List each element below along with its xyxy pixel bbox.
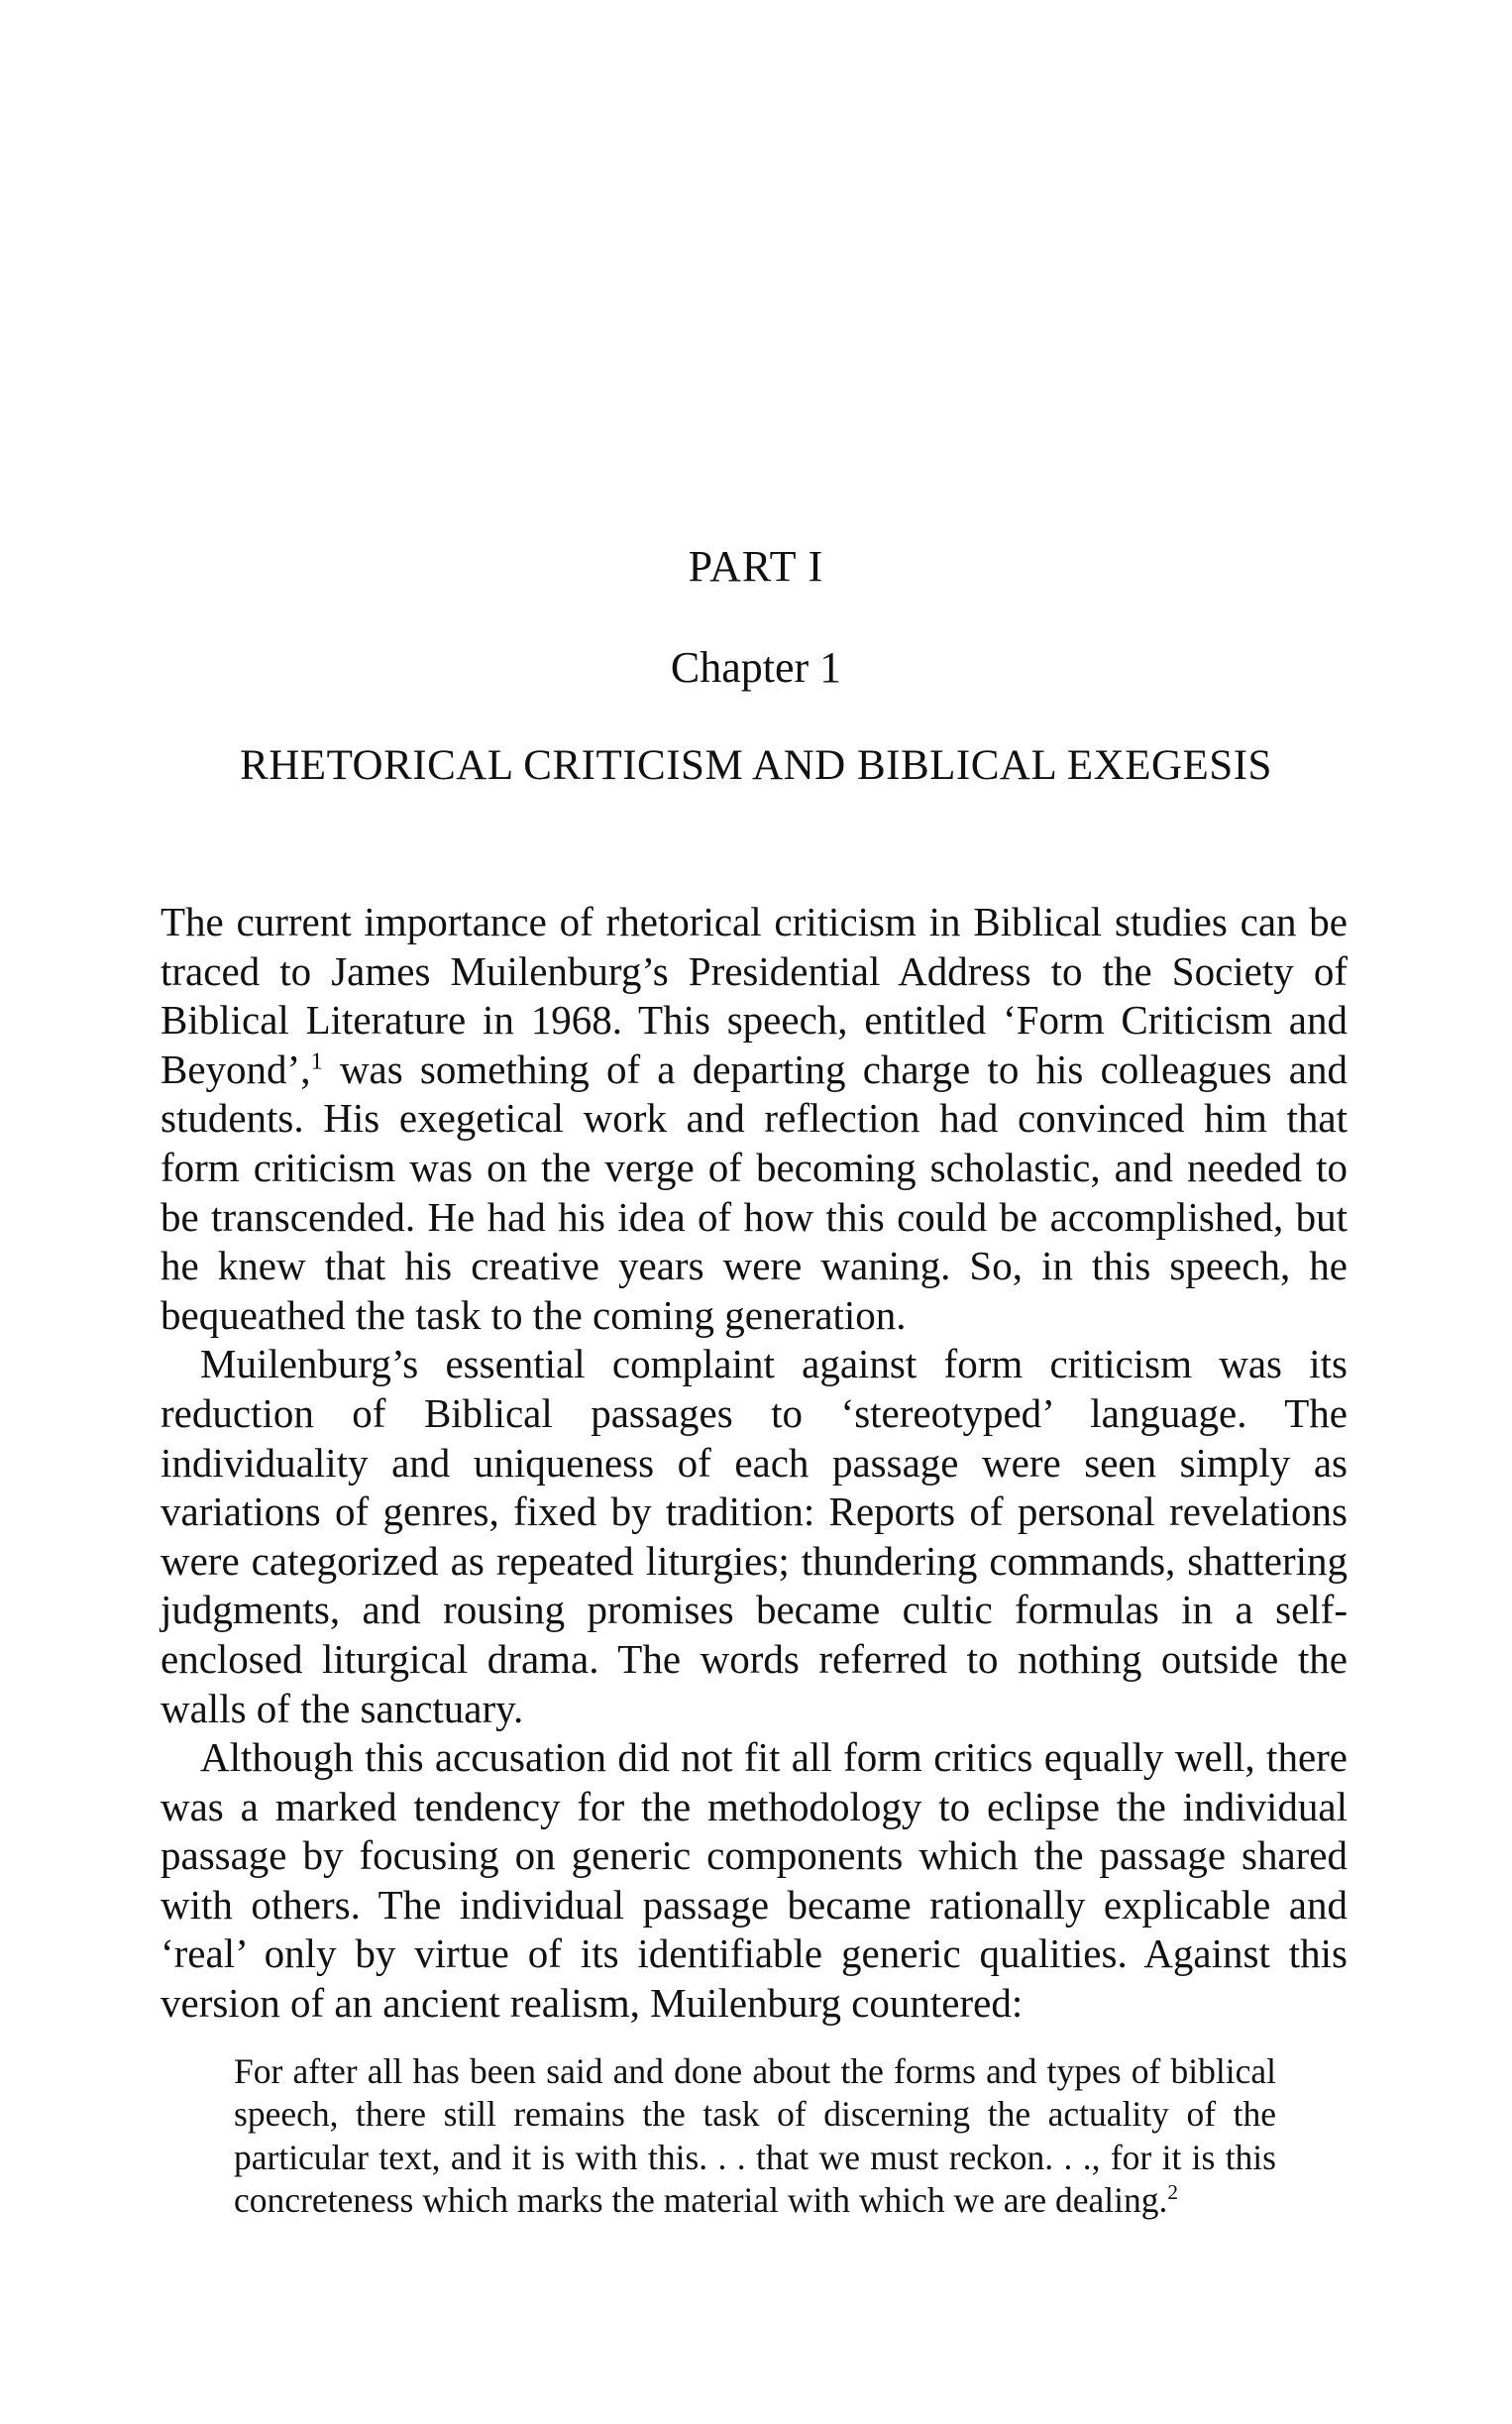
chapter-number: Chapter 1 <box>670 643 842 692</box>
paragraph-2: Muilenburg’s essential complaint against form criticism was its reduction of Biblical passages to ‘stereotyped’ language. The individuality and uniqueness of each passage were seen simply as variations of genres, fixed by tradition: Reports of personal revelations were categorized as repeated liturgies; thundering commands, shattering judgments, and rousing promises became cultic formulas in a self-enclosed liturgical drama. The words referred to nothing outside the walls of the sanctuary. <box>161 1341 1348 1731</box>
paragraph-1 <box>161 898 1348 1340</box>
part-heading: PART I <box>688 542 824 591</box>
paragraph-1-text-b: was something of a departing charge to his colleagues and students. His exegetical work and reflection had convinced him that form criticism was on the verge of becoming scholastic, and needed to be transcended. He had his idea of how this could be accomplished, but he knew that his creative years were waning. So, in this speech, he bequeathed the task to the coming generation. <box>161 1046 1348 1338</box>
chapter-title: RHETORICAL CRITICISM AND BIBLICAL EXEGESIS <box>240 742 1272 789</box>
block-quote <box>234 2050 1276 2223</box>
chapter-body <box>161 898 1348 2223</box>
paragraph-1-text-a: The current importance of rhetorical criticism in Biblical studies can be traced to James Muilenburg’s Presidential Address to the Society of Biblical Literature in 1968. This speech, entitled ‘Form Criticism and Beyond’, <box>161 899 1348 1092</box>
footnote-ref-1: 1 <box>310 1047 323 1075</box>
block-quote-text: For after all has been said and done about the forms and types of biblical speech, there still remains the task of discerning the actuality of the particular text, and it is with this. . . that we must reckon. . ., for it is this concreteness which marks the material with which we are dealing. <box>234 2050 1276 2221</box>
paragraph-3: Although this accusation did not fit all form critics equally well, there was a marked tendency for the methodology to eclipse the individual passage by focusing on generic components which the passage shared with others. The individual passage became rationally explicable and ‘real’ only by virtue of its identifiable generic qualities. Against this version of an ancient realism, Muilenburg countered: <box>161 1734 1348 2027</box>
footnote-ref-2: 2 <box>1167 2180 1179 2205</box>
